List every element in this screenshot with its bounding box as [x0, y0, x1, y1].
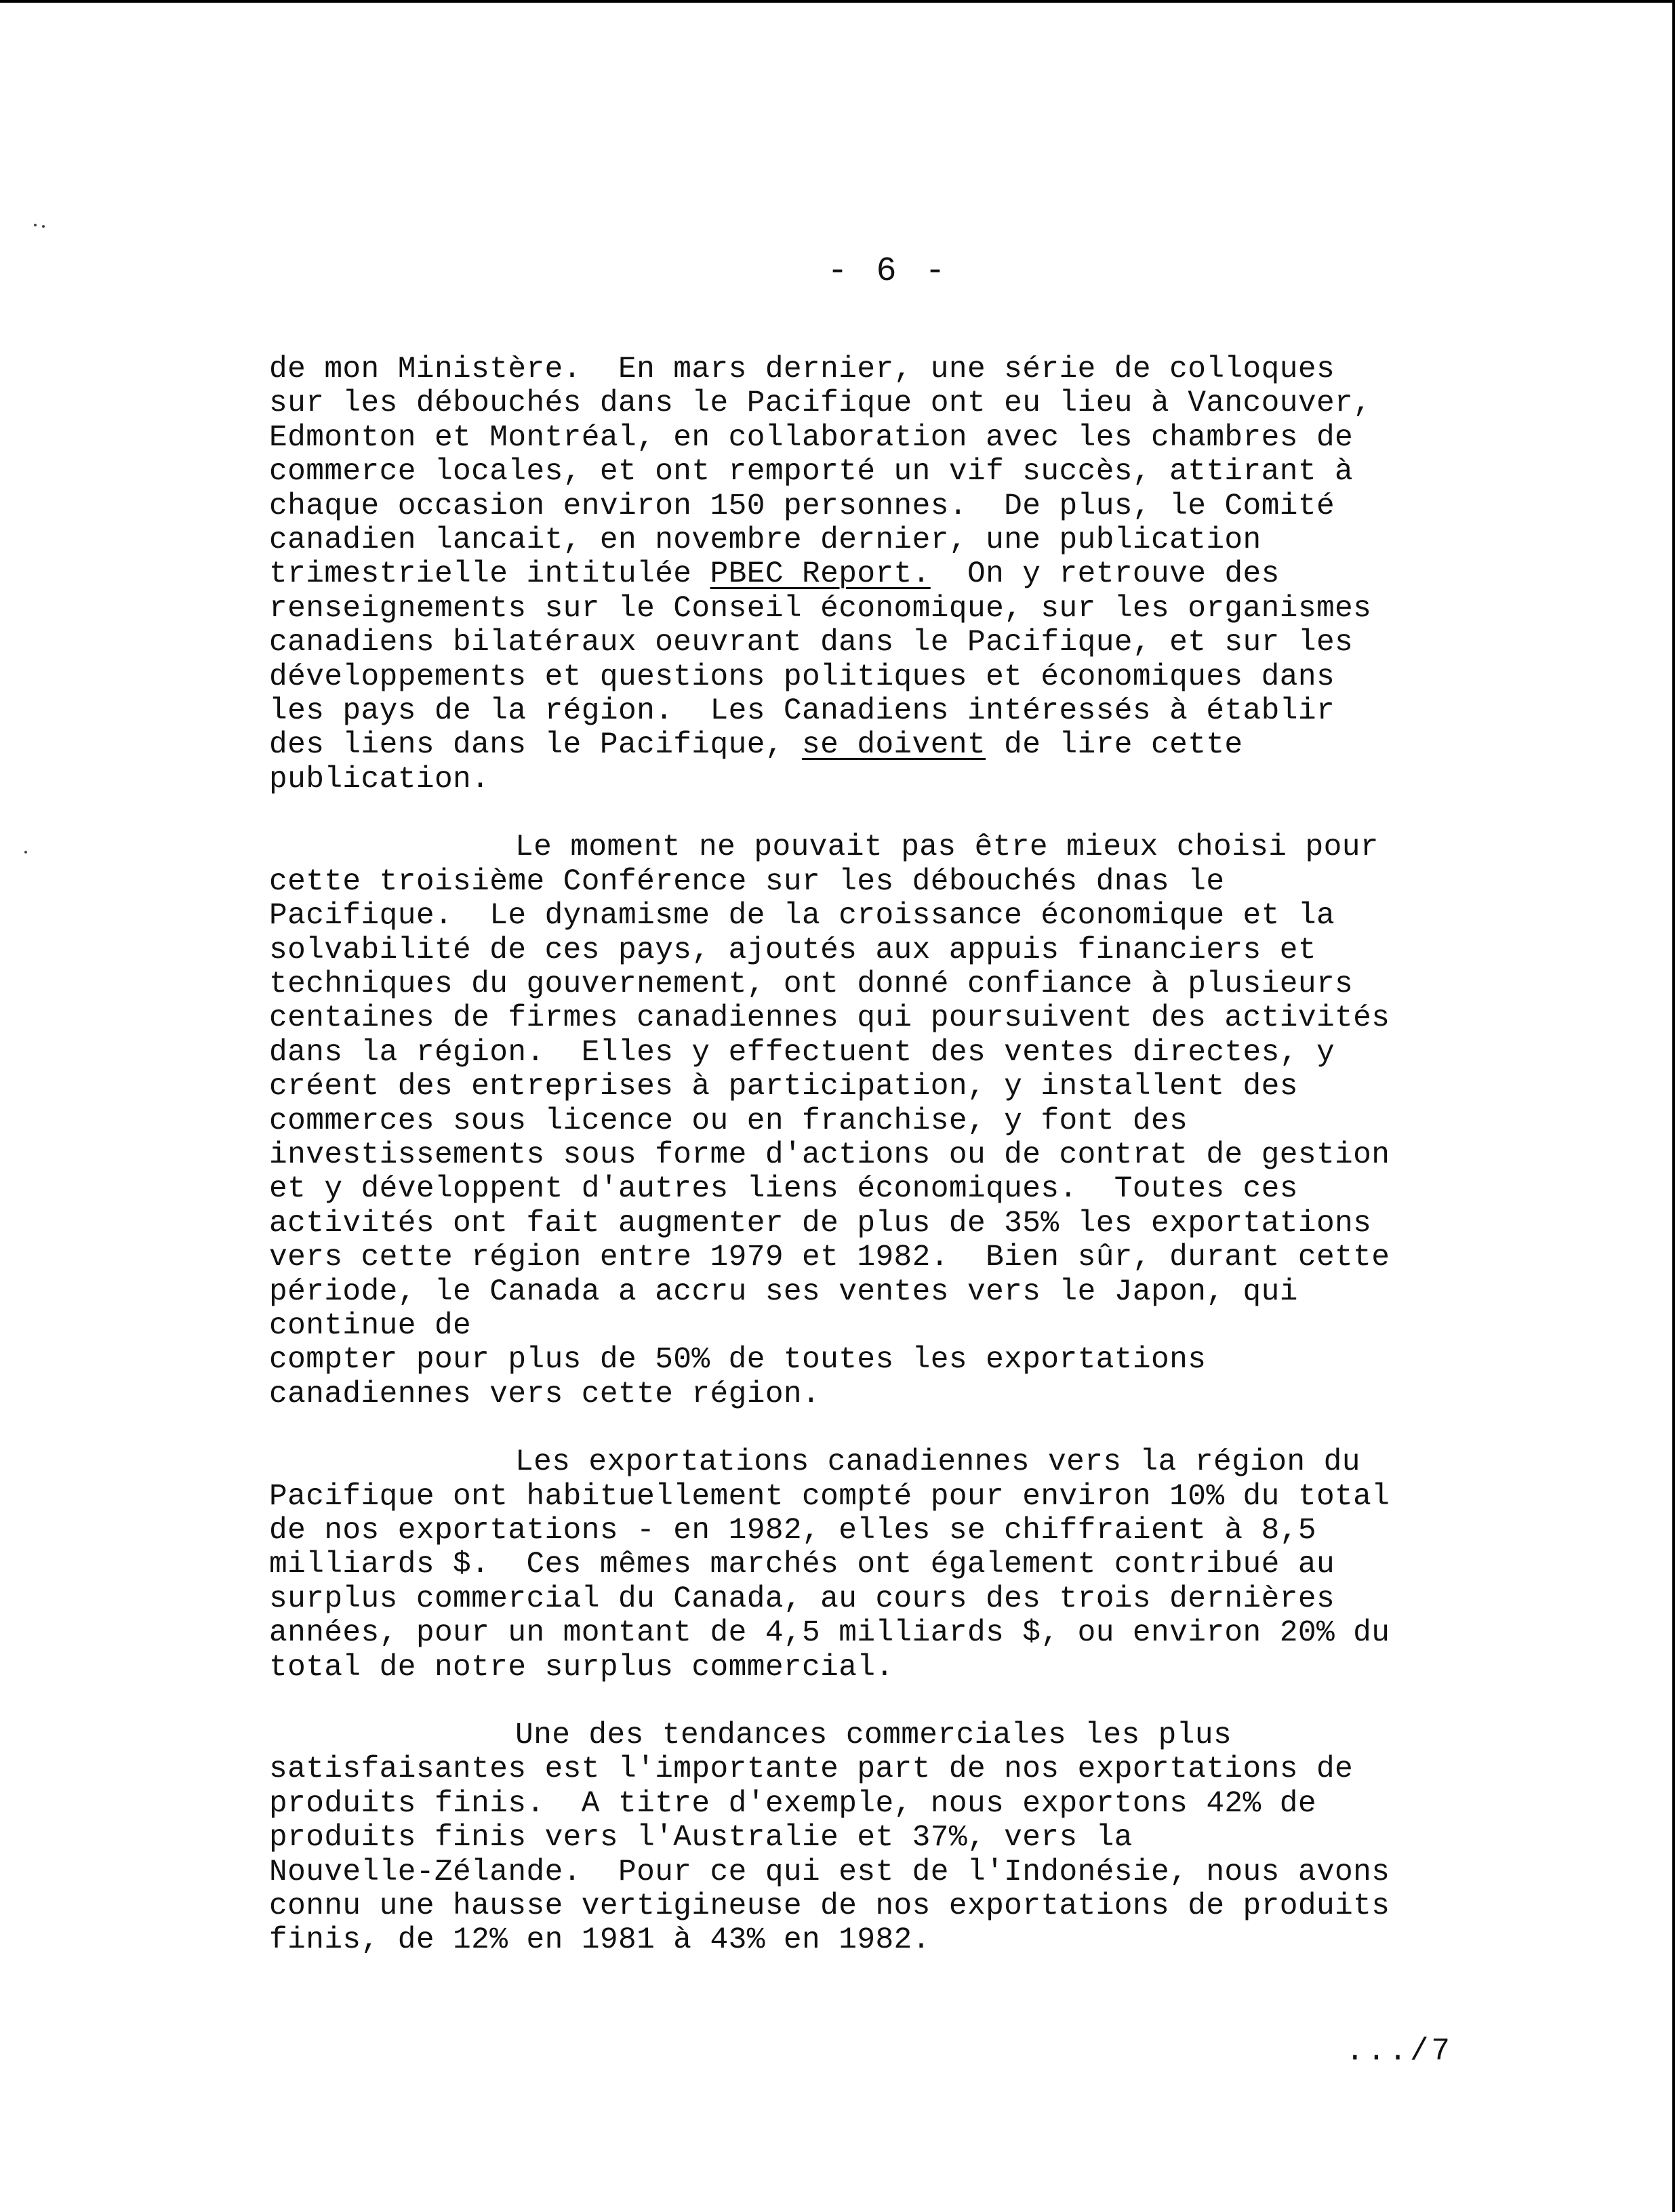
- text-line: chaque occasion environ 150 personnes. De plus, le Comité: [269, 489, 1335, 523]
- text-line: centaines de firmes canadiennes qui poursuivent des activités: [269, 1001, 1390, 1036]
- line-text: de lire cette: [986, 728, 1243, 763]
- paragraph: [269, 1718, 1543, 1958]
- text-line: connu une hausse vertigineuse de nos exportations de produits: [269, 1889, 1390, 1924]
- paragraph: [269, 830, 1543, 1411]
- text-line: sur les débouchés dans le Pacifique ont eu lieu à Vancouver,: [269, 386, 1372, 421]
- text-line: Pacifique ont habituellement compté pour environ 10% du total: [269, 1479, 1390, 1514]
- text-line: Une des tendances commerciales les plus: [515, 1718, 1232, 1753]
- text-line: de mon Ministère. En mars dernier, une série de colloques: [269, 353, 1335, 386]
- page-number-text: - 6 -: [827, 252, 950, 291]
- text-line: canadiens bilatéraux oeuvrant dans le Pacifique, et sur les: [269, 626, 1354, 660]
- text-line: renseignements sur le Conseil économique, sur les organismes: [269, 591, 1372, 626]
- scan-speck: [42, 225, 45, 228]
- paragraph: [269, 353, 1543, 797]
- scan-speck: [24, 851, 27, 853]
- text-line: Les exportations canadiennes vers la région du: [515, 1445, 1360, 1480]
- text-line: investissements sous forme d'actions ou de contrat de gestion: [269, 1138, 1390, 1172]
- text-line: années, pour un montant de 4,5 milliards $, ou environ 20% du: [269, 1616, 1390, 1651]
- line-text: trimestrielle intitulée: [269, 557, 710, 592]
- text-line: milliards $. Ces mêmes marchés ont également contribué au: [269, 1548, 1335, 1582]
- continuation-marker: .../7: [1346, 2034, 1453, 2069]
- paragraph: [269, 1445, 1543, 1685]
- text-line: publication.: [269, 762, 490, 797]
- text-line: canadien lancait, en novembre dernier, une publication: [269, 523, 1262, 558]
- text-line: vers cette région entre 1979 et 1982. Bien sûr, durant cette: [269, 1241, 1390, 1275]
- text-line: les pays de la région. Les Canadiens intéressés à établir: [269, 694, 1335, 729]
- text-line: cette troisième Conférence sur les débouchés dnas le: [269, 864, 1225, 899]
- text-line: Le moment ne pouvait pas être mieux choisi pour: [515, 830, 1379, 865]
- scan-speck: [34, 224, 37, 226]
- text-line: compter pour plus de 50% de toutes les exportations: [269, 1343, 1207, 1378]
- text-line: commerce locales, et ont remporté un vif succès, attirant à: [269, 455, 1354, 489]
- text-line: canadiennes vers cette région.: [269, 1377, 821, 1411]
- text-line: et y développent d'autres liens économiques. Toutes ces: [269, 1172, 1298, 1207]
- text-line: solvabilité de ces pays, ajoutés aux appuis financiers et: [269, 933, 1316, 967]
- text-line: total de notre surplus commercial.: [269, 1650, 894, 1685]
- text-line: dans la région. Elles y effectuent des ventes directes, y: [269, 1035, 1335, 1070]
- text-line: continue de: [269, 1308, 472, 1343]
- text-line: activités ont fait augmenter de plus de 35% les exportations: [269, 1206, 1372, 1241]
- underlined-text: PBEC Report.: [710, 557, 931, 592]
- scan-border-right: [1672, 0, 1675, 2212]
- text-line: Pacifique. Le dynamisme de la croissance économique et la: [269, 899, 1335, 933]
- text-line: développements et questions politiques et économiques dans: [269, 660, 1335, 694]
- text-line: techniques du gouvernement, ont donné confiance à plusieurs: [269, 967, 1354, 1001]
- text-line: produits finis vers l'Australie et 37%, vers la: [269, 1821, 1133, 1855]
- text-line: Edmonton et Montréal, en collaboration avec les chambres de: [269, 420, 1354, 455]
- text-line: finis, de 12% en 1981 à 43% en 1982.: [269, 1923, 931, 1958]
- line-text: On y retrouve des: [930, 557, 1280, 592]
- page-number: [0, 252, 1675, 291]
- text-line: commerces sous licence ou en franchise, y font des: [269, 1104, 1188, 1138]
- text-line: [269, 728, 1543, 762]
- document-body: [269, 353, 1543, 1992]
- text-line: surplus commercial du Canada, au cours des trois dernières: [269, 1582, 1335, 1616]
- scan-border-top: [0, 0, 1675, 3]
- line-text: des liens dans le Pacifique,: [269, 728, 803, 763]
- text-line: de nos exportations - en 1982, elles se chiffraient à 8,5: [269, 1514, 1316, 1548]
- text-line: créent des entreprises à participation, y installent des: [269, 1070, 1298, 1104]
- underlined-text: se doivent: [802, 728, 986, 763]
- text-line: satisfaisantes est l'importante part de nos exportations de: [269, 1752, 1354, 1787]
- text-line: [269, 557, 1543, 591]
- text-line: Nouvelle-Zélande. Pour ce qui est de l'Indonésie, nous avons: [269, 1855, 1390, 1889]
- text-line: produits finis. A titre d'exemple, nous exportons 42% de: [269, 1786, 1316, 1821]
- text-line: période, le Canada a accru ses ventes vers le Japon, qui: [269, 1274, 1298, 1309]
